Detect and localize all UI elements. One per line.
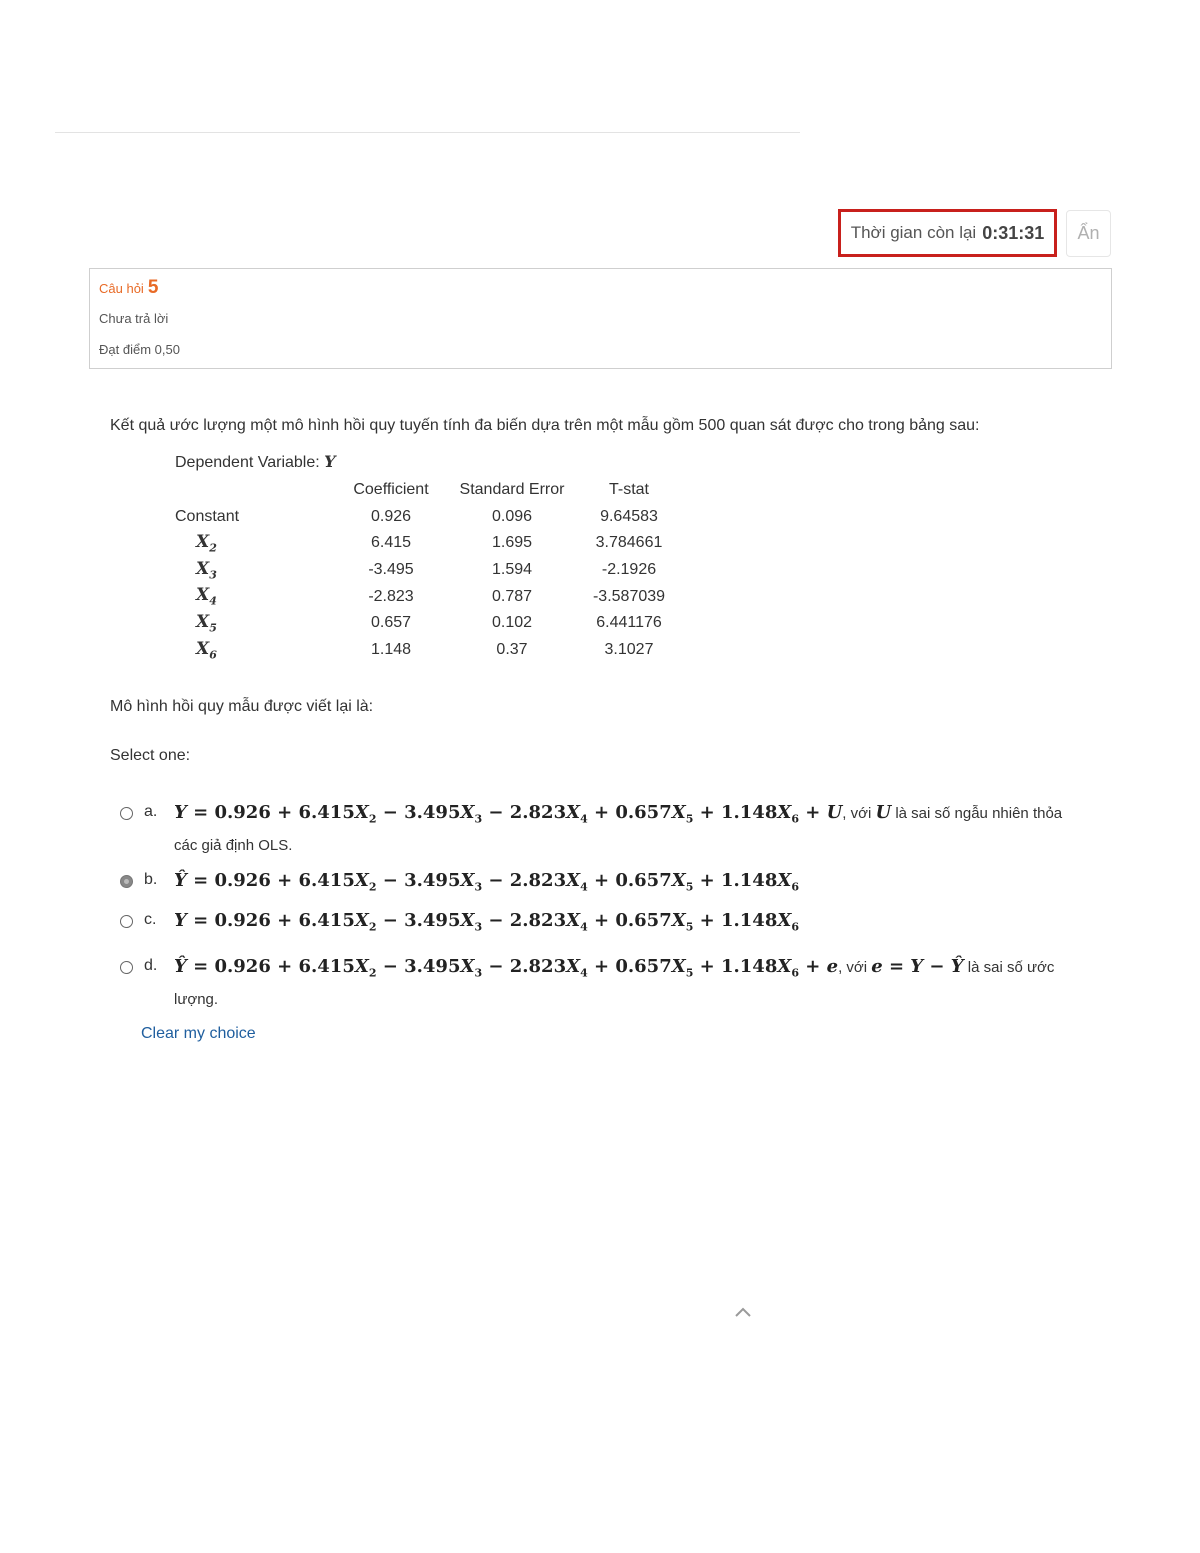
table-row xyxy=(170,504,680,531)
dependent-variable xyxy=(175,452,336,472)
se-cell: 1.594 xyxy=(491,561,533,579)
table-row xyxy=(170,530,680,557)
se-cell: 0.787 xyxy=(491,587,533,605)
answer-option-a[interactable] xyxy=(118,800,1078,852)
table-row xyxy=(170,557,680,584)
option-letter: a. xyxy=(144,803,158,820)
table-row xyxy=(170,637,680,664)
regression-table xyxy=(170,477,680,663)
row-label: $X_3$ xyxy=(196,558,217,582)
coef-cell: 1.148 xyxy=(370,640,412,658)
tstat-cell: 9.64583 xyxy=(600,507,658,525)
chevron-up-icon[interactable] xyxy=(734,1306,752,1318)
table-header-empty xyxy=(170,477,336,504)
option-equation: $Y = 0.926 + 6.415X_2 - 3.495X_3 - 2.823X_4 + 0.657X_5 + 1.148X_6 + U$ xyxy=(174,802,843,826)
option-body: $Y = 0.926 + 6.415X_2 - 3.495X_3 - 2.823X_4 + 0.657X_5 + 1.148X_6 + U$, với U là sai số ngẫu nhiên thỏa các giả định OLS. xyxy=(174,802,1063,854)
radio-a[interactable] xyxy=(120,807,133,820)
question-number: 5 xyxy=(147,277,159,298)
option-body xyxy=(174,908,1074,941)
question-text: Kết quả ước lượng một mô hình hồi quy tuyến tính đa biến dựa trên một mẫu gồm 500 quan sát được cho trong bảng sau: xyxy=(110,417,980,434)
coef-cell: 6.415 xyxy=(370,534,412,552)
hide-timer-button[interactable]: Ẩn xyxy=(1066,210,1111,257)
coef-cell: -2.823 xyxy=(368,587,414,605)
answer-option-d[interactable] xyxy=(118,954,1078,1006)
timer-value: 0:31:31 xyxy=(982,222,1045,243)
dependent-var: Y xyxy=(324,452,336,471)
coef-cell: 0.657 xyxy=(370,614,412,632)
row-label: Constant xyxy=(175,507,240,525)
timer-label: Thời gian còn lại xyxy=(850,223,977,242)
clear-choice-link[interactable]: Clear my choice xyxy=(141,1025,256,1042)
table-header: T-stat xyxy=(608,481,649,499)
option-equation: Ŷ = $0.926 + 6.415X_2 - 3.495X_3 - 2.823X_4 + 0.657X_5 + 1.148X_6 + e$ xyxy=(174,956,839,980)
radio-d[interactable] xyxy=(120,961,133,974)
question-info-box xyxy=(89,268,1112,369)
tstat-cell: 3.784661 xyxy=(595,534,663,552)
option-body: Ŷ = $0.926 + 6.415X_2 - 3.495X_3 - 2.823X_4 + 0.657X_5 + 1.148X_6 + e$, với e = Y − Ŷ là sai số ước lượng. xyxy=(174,956,1055,1008)
radio-b-selected[interactable] xyxy=(120,875,133,888)
question-state: Chưa trả lời xyxy=(99,311,169,326)
table-header-row xyxy=(170,477,680,504)
tstat-cell: 3.1027 xyxy=(604,640,654,658)
option-letter: d. xyxy=(144,957,158,974)
row-label: $X_5$ xyxy=(196,612,217,635)
option-letter: c. xyxy=(144,911,157,928)
question-title xyxy=(99,277,158,299)
top-divider xyxy=(55,132,800,133)
quiz-timer xyxy=(838,209,1057,257)
answer-option-b[interactable] xyxy=(118,868,1078,896)
option-body xyxy=(174,868,1074,901)
row-label: $X_6$ xyxy=(196,638,217,662)
question-mark: Đạt điểm 0,50 xyxy=(99,342,180,357)
tstat-cell: -3.587039 xyxy=(592,587,666,605)
se-cell: 0.096 xyxy=(491,507,533,525)
option-equation: $Y = 0.926 + 6.415X_2 - 3.495X_3 - 2.823X_4 + 0.657X_5 + 1.148X_6$ xyxy=(174,910,799,934)
coef-cell: -3.495 xyxy=(368,561,414,579)
row-label: $X_2$ xyxy=(196,532,217,555)
question-title-prefix: Câu hỏi xyxy=(99,281,144,296)
select-one-label: Select one: xyxy=(110,747,191,764)
rewrite-prompt: Mô hình hồi quy mẫu được viết lại là: xyxy=(110,698,374,715)
table-row xyxy=(170,610,680,637)
se-cell: 1.695 xyxy=(491,534,533,552)
table-header: Coefficient xyxy=(353,481,429,499)
se-cell: 0.37 xyxy=(496,640,528,658)
dependent-label: Dependent Variable: xyxy=(175,454,320,471)
option-letter: b. xyxy=(144,871,158,888)
tstat-cell: 6.441176 xyxy=(596,614,662,632)
answer-option-c[interactable] xyxy=(118,908,1078,936)
se-cell: 0.102 xyxy=(491,614,533,632)
table-row xyxy=(170,583,680,610)
radio-c[interactable] xyxy=(120,915,133,928)
tstat-cell: -2.1926 xyxy=(601,561,657,579)
option-equation: Ŷ = $0.926 + 6.415X_2 - 3.495X_3 - 2.823X_4 + 0.657X_5 + 1.148X_6$ xyxy=(174,870,799,894)
table-header: Standard Error xyxy=(459,481,565,499)
row-label: $X_4$ xyxy=(196,585,217,608)
coef-cell: 0.926 xyxy=(370,507,412,525)
